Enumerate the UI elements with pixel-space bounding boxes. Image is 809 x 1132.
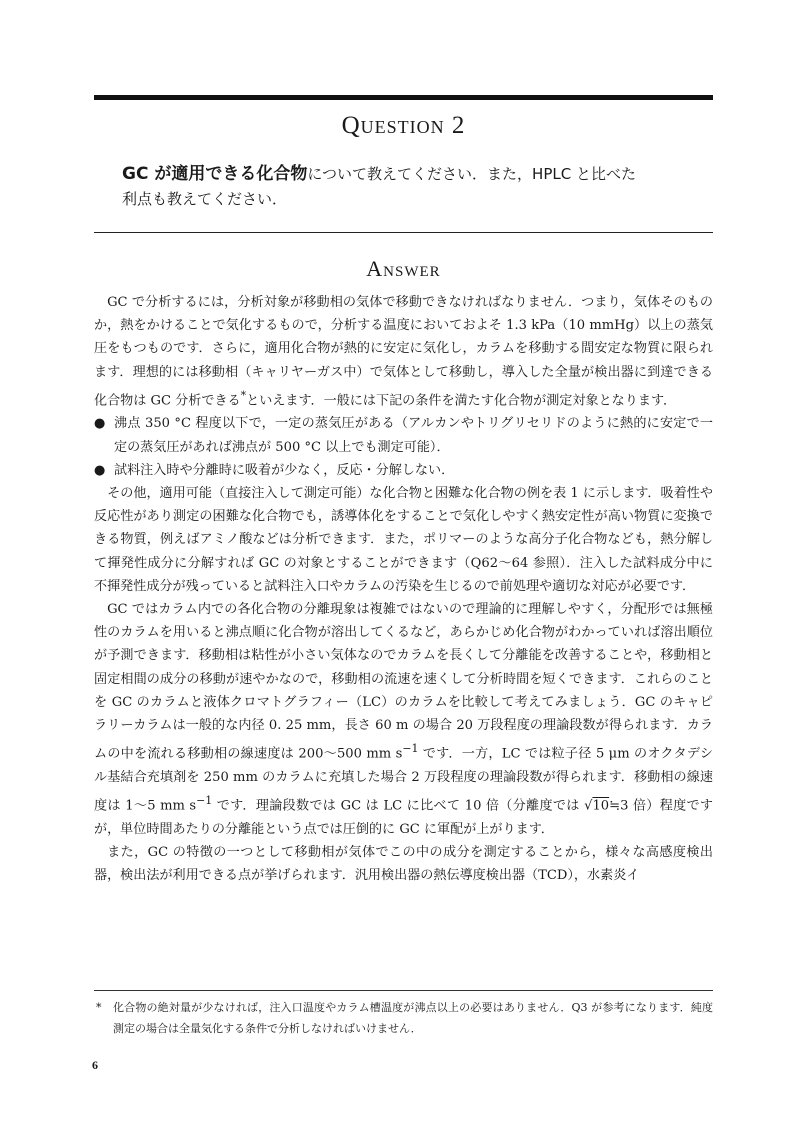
header-rule bbox=[94, 95, 713, 100]
answer-paragraph-3: GC ではカラム内での各化合物の分離現象は複雑ではないので理論的に理解しやすく，分配形では無極性のカラムを用いると沸点順に化合物が溶出してくるなど，あらかじめ化合物がわかっていれば溶出順位が予測できます．移動相は粘性が小さい気体なのでカラムを長くして分離能を改善することや，移動相と固定相間の成分の移動が速やかなので，移動相の流速を速くして分析時間を短くできます．これらのことを GC のカラムと液体クロマトグラフィー（LC）のカラムを比較して考えてみましょう．GC のキャピラリーカラムは一般的な内径 0. 25 mm，長さ 60 m の場合 20 万段程度の理論段数が得られます．カラムの中を流れる移動相の線速度は 200〜500 mm $s^{-1}$ です．一方，LC では粒子径 5 μm のオクタデシル基結合充填剤を 250 mm のカラムに充填した場合 2 万段程度の理論段数が得られます．移動相の線速度は 1〜5 mm $s^{-1}$ です．理論段数では GC は LC に比べて 10 倍（分離度では √10≒3 倍）程度ですが，単位時間あたりの分離能という点では圧倒的に GC に軍配が上がります． bbox=[94, 602, 713, 837]
footnote-divider bbox=[94, 990, 713, 991]
footnote-mark: * bbox=[96, 1001, 102, 1014]
bullet-item-1: ● 沸点 350 °C 程度以下で，一定の蒸気圧がある（アルカンやトリグリセリドのように熱的に安定で一定の蒸気圧があれば沸点が 500 °C 以上でも測定可能）． bbox=[94, 412, 713, 458]
answer-paragraph-2: その他，適用可能（直接注入して測定可能）な化合物と困難な化合物の例を表 1 に示します．吸着性や反応性があり測定の困難な化合物でも，誘導体化をすることで気化しやすく熱安定性が高い物質に変換できる物質，例えばアミノ酸などは分析できます．また，ポリマーのような高分子化合物なども，熱分解して揮発性成分に分解すれば GC の対象とすることができます（Q62〜64 参照）．注入した試料成分中に不揮発性成分が残っていると試料注入口やカラムの汚染を生じるので前処理や適切な対応が必要です． bbox=[94, 485, 713, 594]
answer-title: Answer bbox=[366, 256, 441, 281]
page-number: 6 bbox=[92, 1058, 98, 1072]
footnote-text: 化合物の絶対量が少なければ，注入口温度やカラム槽温度が沸点以上の必要はありません．Q3 が参考になります．純度測定の場合は全量気化する条件で分析しなければいけません． bbox=[113, 1001, 713, 1035]
question-rest: について教えてください．また，HPLC と比べた bbox=[307, 165, 636, 183]
footnote-ref[interactable]: * bbox=[240, 388, 247, 402]
bullet-item-2: ● 試料注入時や分離時に吸着が少なく，反応・分解しない． bbox=[94, 459, 713, 482]
question-line2: 利点も教えてください． bbox=[122, 190, 288, 208]
question-divider bbox=[94, 232, 713, 233]
sqrt-value: 10 bbox=[592, 798, 610, 814]
question-title: Question 2 bbox=[341, 112, 466, 139]
answer-paragraph-4: また，GC の特徴の一つとして移動相が気体でこの中の成分を測定することから，様々な高感度検出器，検出法が利用できる点が挙げられます．汎用検出器の熱伝導度検出器（TCD），水素炎イ bbox=[94, 844, 713, 883]
bullet-icon: ● bbox=[94, 462, 106, 478]
answer-body bbox=[94, 291, 713, 887]
question-bold-part: GC が適用できる化合物 bbox=[122, 164, 308, 184]
question-text bbox=[122, 162, 702, 212]
footnote bbox=[94, 997, 713, 1039]
sqrt-symbol: √ bbox=[584, 798, 593, 814]
bullet-icon: ● bbox=[94, 416, 106, 432]
answer-paragraph-1: GC で分析するには，分析対象が移動相の気体で移動できなければなりません．つまり，気体そのものか，熱をかけることで気化するもので，分析する温度においておよそ 1.3 kPa（10 mmHg）以上の蒸気圧をもつものです．さらに，適用化合物が熱的に安定に気化し，カラムを移動する間安定な物質に限られます．理想的には移動相（キャリヤーガス中）で気体として移動し，導入した全量が検出器に到達できる化合物は GC 分析できる*といえます．一般には下記の条件を満たす化合物が測定対象となります． bbox=[94, 295, 713, 409]
